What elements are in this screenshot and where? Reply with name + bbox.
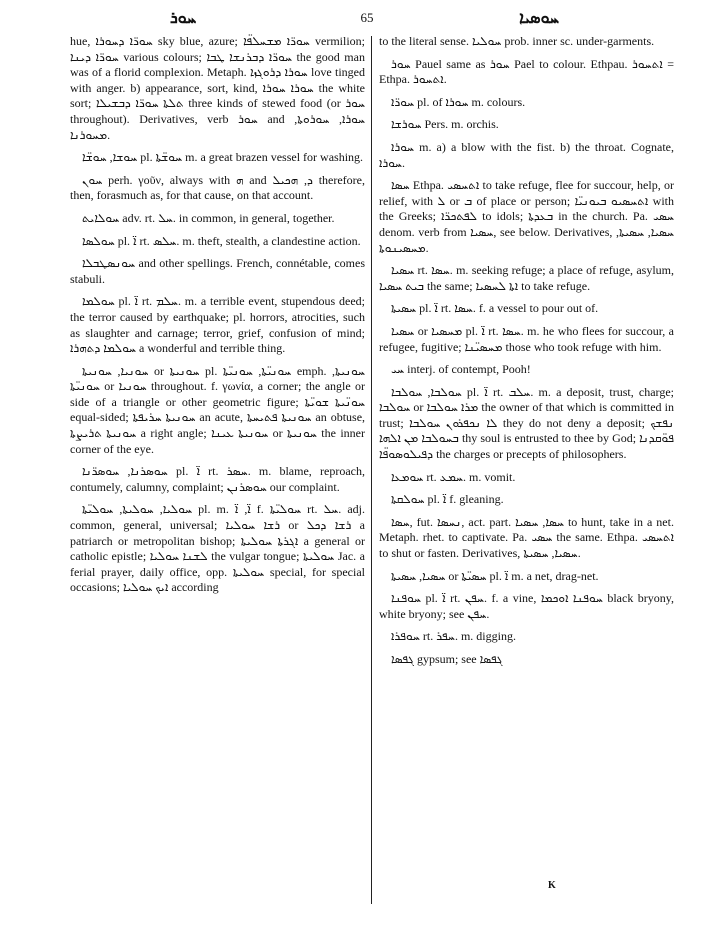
entry: ܚܘܢܝܐ, ܚܘܢܝܬܐ or ܚܘܢܝܬܐ pl. ܚܘܢܝ̈ܬܐ, ܚܘܢܝ̈ܬܐ emph. ܚܘܢܝܬܐ, ܚܘܢܝ̈ܬܐ or ܚܘܢܝܐ throughout. f. γωνία, a corner; the angle or side of a triangle or other geometric figure; ܚܘܢ̈ܝܬܐ ܫܘܝ̈ܬܐ equal-sided; ܚܘܢܝܬܐ ܚܪܝܦܬܐ an acute, ܚܘܢܝܬܐ ܦܬܝܚܬܐ an obtuse, ܚܘܢܝܬܐ ܬܪܝܨܬܐ a right angle; ܚܘܢܝܬܐ ܥܝܢܐ or ܚܘܢܝܬܐ the inner corner of the eye.	[70, 363, 366, 456]
entry: ܚܘܠܣܐ pl. ܐ̈ rt. ܚܠܣ. m. theft, stealth, a clandestine action.	[82, 233, 361, 248]
signature-mark: K	[548, 880, 556, 891]
entry: ܚܘܪܫܐ Pers. m. orchis.	[391, 117, 499, 132]
header-right-word: ܚܘܣܝܐ	[519, 8, 559, 27]
entry: ܚܣܝܐ, ܚܣܝܬܐ or ܚܣܝ̈ܬܐ pl. ܐ̈ m. a net, drag-net.	[391, 568, 599, 583]
entry: ܚܘܣܪܢܐ, ܚܘܣܪ̈ܢܐ pl. ܐ̈ rt. ܚܣܪ. m. blame, reproach, contumely, calumny, complaint; ܚܘܣܪܢܢ our complaint.	[70, 464, 365, 494]
entry: ܚܘܠܡܐ pl. ܐ̈ rt. ܚܠܡ. m. a terrible event, stupendous deed; the terror caused by earthquake; pl. horrors, atrocities, such as slaughter and carnage; terror, grief, confusion of mind; ܚܘܠܡܐ ܕܬܗܪܐ a wonderful and terrible thing.	[70, 294, 365, 356]
entry: ܚܘܠܩܬܐ pl. ܐ̈ f. gleaning.	[391, 492, 504, 507]
entry: ܚܘܢ perh. γοῦν, always with ܗ and ܕ, ܗܟܝܠ therefore, then, forasmuch as, for that cause, on that account.	[70, 172, 365, 203]
entry: ܚܘܢܣܛܒܠܐ and other spellings. French, connétable, comes stabuli.	[70, 256, 365, 286]
left-column	[70, 34, 371, 914]
entry: ܚܘܪܐ m. a) a blow with the fist. b) the throat. Cognate, ܚܘܪܐ.	[379, 139, 674, 170]
entry: ܚܣܐ Ethpa. ܐܬܚܣܝ to take refuge, flee for succour, help, or relief, with ܠ or ܒ of place or person; ܐܬܚܣܝܘ ܒܝܘܢܝ̈ܐ with the Greeks; ܠܦܬܟܪ̈ܐ to idols; ܒܥܕܬܐ in the church. Pa. ܚܣܝ denom. verb from ܚܣܝܐ, see below. Derivatives, ܚܣܝܐ, ܚܣܝܬܐ, ܡܚܣܝܢܘܬܐ.	[379, 178, 674, 255]
page-header	[70, 8, 664, 30]
entry: ܚܘܡܥܐ rt. ܚܡܥ. m. vomit.	[391, 469, 516, 484]
entry: ܚܘܦܪܐ rt. ܚܦܪ. m. digging.	[391, 629, 516, 644]
page-number: 65	[360, 10, 374, 25]
entry: to the literal sense. ܚܘܠܝܐ prob. inner sc. under-garments.	[379, 34, 655, 48]
entry: hue, ܚܘܪ̈ܐ ܕܚܘܪܐ sky blue, azure; ܚܘܪ̈ܐ ܡܫܚܠܦ̈ܐ vermilion; ܚܘܪ̈ܐ ܕܝܢܐ various colours; ܚܘܪ̈ܐ ܕܒܪܢܫܐ ܛܒܐ the good man was of a florid complexion. Metaph. ܚܘܪܐ ܕܪܘܓܙܐ love tinged with anger. b) appearance, sort, kind, ܚܘܪܐ ܚܘܪܐ the white sort; ܬܠܬܐ ܚܘܪ̈ܐ ܕܒܫܝܠܐ three kinds of stewed food (or ܚܘܪ throughout). Derivatives, verb ܚܘܪ and ܚܘܪܐ, ܚܘܪܘܬܐ, ܡܚܘܪܢܐ.	[70, 34, 366, 142]
entry: ܚܘܠܒܐ, ܚܘܠܒܐ pl. ܐ̈ rt. ܚܠܒ. m. a deposit, trust, charge; ܚܘܠܒܐ or ܡܪܐ ܚܘܠܒܐ the owner of that which is committed in trust; ܠܐ ܢܟܦܪܘܢ ܚܘܠܒܐ they do not deny a deposit; ܢܦܫܟ ܒܚܘܠܒܐ ܡܢ ܐܠܗܐ thy soul is entrusted to thee by God; ܦܘ̈ܩܕܢܐ ܕܦܝܠܘܣܘܦ̈ܐ the charges or precepts of philosophers.	[379, 384, 674, 462]
entry: ܚܘܦܢܐ pl. ܐ̈ rt. ܚܦܢ. f. a vine, ܚܘܦܢܐ ܐܘܟܡܐ black bryony, white bryony; see ܚܦܢ.	[379, 591, 674, 621]
entry: ܓܦܣܐ gypsum; see ܓܦܣܐ	[391, 652, 503, 666]
entry: ܚܘܪ̈ܐ pl. of ܚܘܪܐ m. colours.	[391, 94, 526, 109]
header-left-word: ܚܘܪ	[170, 8, 197, 27]
entry: ܚܘܪ Pauel same as ܚܘܪ Pael to colour. Ethpau. ܐܬܚܘܪ = Ethpa. ܐܬܚܘܪ.	[379, 56, 674, 87]
entry: ܚܘܠܝܐ, ܚܘܠܝܬܐ, ܚܘܠܝ̈ܬܐ pl. m. ܐ̈, ܐ̈ f. ܚܘܠܝ̈ܬܐ rt. ܚܠ. adj. common, general, universal; ܪܫܐ ܚܘܠܝܐ or ܪܫܐ ܕܟܠ a patriarch or metropolitan bishop; ܐܓܪܬܐ ܚܘܠܝܬܐ a general or catholic epistle; ܠܫܢܐ ܚܘܠܝܐ the vulgar tongue; ܚܘܠܝܬܐ Jac. a ferial prayer, daily office, opp. ܚܘܠܝܬܐ special, for special occasions; ܐܝܟ ܚܘܠܝܐ according	[70, 502, 366, 595]
entry: ܚܘܠܐܝܬ adv. rt. ܚܠ. in common, in general, together.	[82, 210, 335, 225]
entry: ܚܣܝܐ or ܡܚܣܝܐ pl. ܐ̈ rt. ܚܣܐ. m. he who flees for succour, a refugee, fugitive; ܡܚܣܝ̈ܢܐ those who took refuge with him.	[379, 323, 674, 354]
entry: ܚܣܐ, fut. ܢܚܣܐ, act. part. ܚܣܐ, ܚܣܝܐ to hunt, take in a net. Metaph. rhet. to captivate. Pa. ܚܣܝ the same. Ethpa. ܐܬܚܣܝ to shut or fasten. Derivatives, ܚܣܝܐ, ܚܣܝܬܐ.	[379, 514, 674, 561]
entry: ܚܣܝܐ rt. ܚܣܐ. m. seeking refuge; a place of refuge, asylum, ܒܝܬ ܚܣܝܐ the same; ܐܬܐ ܠܚܣܝܐ to take refuge.	[379, 263, 674, 293]
entry: ܚܘܫܐ, ܚܘܫ̈ܐ pl. ܚܘܫ̈ܬܐ m. a great brazen vessel for washing.	[82, 150, 364, 165]
right-column	[372, 34, 674, 914]
entry: ܚܣܝܬܐ pl. ܐ̈ rt. ܚܣܐ. f. a vessel to pour out of.	[391, 301, 599, 316]
entry: ܚܝ interj. of contempt, Pooh!	[391, 362, 531, 377]
two-column-body	[70, 34, 675, 914]
